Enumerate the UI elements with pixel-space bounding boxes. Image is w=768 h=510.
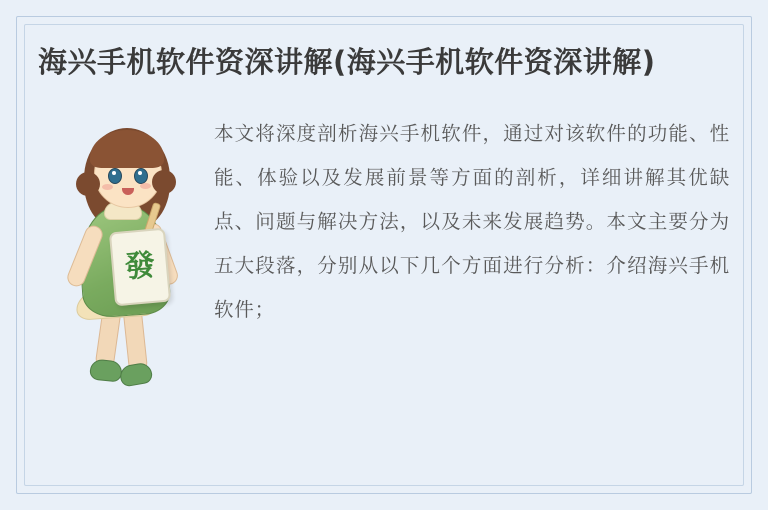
character-figure [42, 98, 202, 398]
hair-bun-left [76, 172, 100, 196]
hair-bun-right [152, 170, 176, 194]
eye-right [134, 168, 148, 184]
article-body-row [38, 98, 730, 398]
illustration-girl-holding-mahjong-tile [42, 98, 202, 398]
article-content [38, 40, 730, 476]
shoe-right [118, 361, 153, 387]
mahjong-tile-glyph: 發 [123, 247, 157, 286]
page-title: 海兴手机软件资深讲解(海兴手机软件资深讲解) [38, 45, 656, 79]
shoe-left [89, 358, 123, 382]
blush-left [102, 184, 113, 190]
hair-front-bangs [90, 130, 164, 168]
article-paragraph: 本文将深度剖析海兴手机软件，通过对该软件的功能、性能、体验以及发展前景等方面的剖析，详细讲解其优缺点、问题与解决方法，以及未来发展趋势。本文主要分为五大段落，分别从以下几个方面进行分析：介绍海兴手机软件； [214, 122, 730, 321]
eye-left [108, 168, 122, 184]
mahjong-tile [109, 228, 171, 307]
blush-right [140, 183, 151, 189]
